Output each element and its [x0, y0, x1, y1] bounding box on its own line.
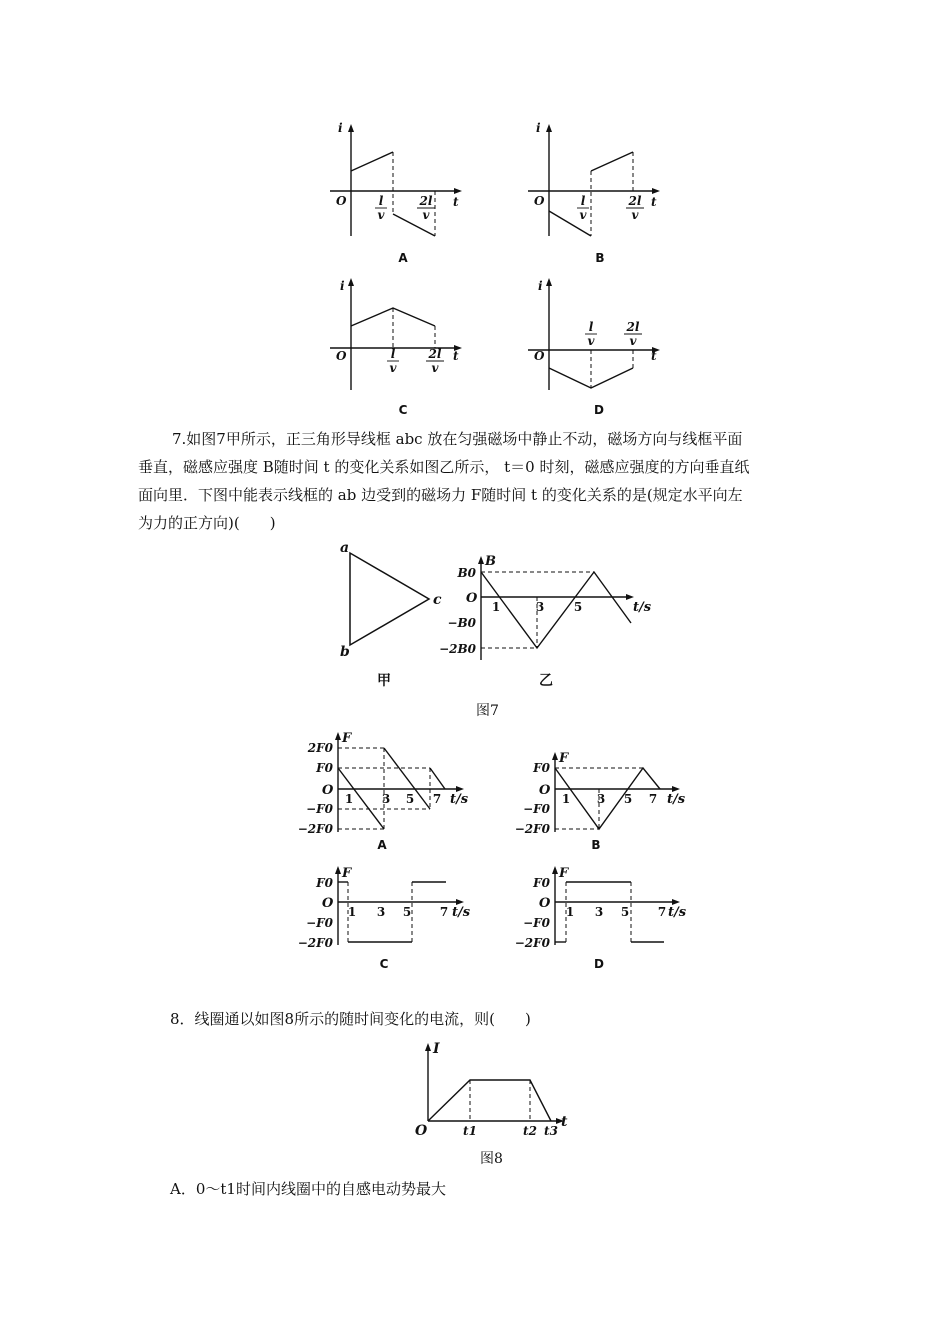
figure-8-caption: 图8: [480, 1151, 503, 1167]
x-tick-3: 3: [596, 792, 606, 806]
vertex-a-label: a: [340, 540, 350, 556]
tick2-num: 2l: [419, 194, 433, 208]
y-axis-label: I: [433, 1041, 440, 1057]
tick2-num: 2l: [628, 194, 642, 208]
x-tick-1: 1: [491, 600, 501, 614]
x-tick-5: 5: [402, 905, 412, 919]
vertex-c-label: c: [433, 592, 442, 608]
x-tick-3: 3: [381, 792, 391, 806]
q7-line-4: 为力的正方向)( ): [138, 514, 276, 532]
origin-label: O: [466, 591, 478, 606]
caption-jia: 甲: [377, 673, 391, 689]
tick1-den: v: [389, 361, 397, 375]
q7-line-1: 7.如图7甲所示，正三角形导线框 abc 放在匀强磁场中静止不动，磁场方向与线框平面: [172, 430, 743, 448]
y-tick-f0: F0: [533, 876, 550, 890]
tick1-num: l: [390, 347, 396, 361]
q8-option-a: A．0～t1时间内线圈中的自感电动势最大: [170, 1180, 446, 1198]
x-tick-7: 7: [432, 792, 442, 806]
y-axis-label: i: [538, 279, 543, 293]
vertex-b-label: b: [340, 644, 350, 660]
y-tick-neg-2f0: −2F0: [514, 936, 550, 950]
origin-label: O: [534, 349, 545, 363]
q7-option-graphs: [0, 725, 950, 980]
y-tick-b0: B0: [457, 566, 476, 580]
tick2-den: v: [631, 208, 639, 222]
tick1-num: l: [588, 320, 594, 334]
x-tick-3: 3: [594, 905, 604, 919]
q6-graph-a: [0, 0, 950, 420]
x-axis-label: t: [561, 1114, 568, 1130]
y-axis-label: F: [342, 866, 352, 881]
figure-7: [0, 530, 950, 730]
option-label: C: [398, 403, 408, 417]
y-tick-neg-f0: −F0: [306, 916, 333, 930]
tick2-den: v: [431, 361, 439, 375]
option-label: B: [591, 838, 601, 852]
q7-text: [138, 425, 818, 537]
y-axis-label: F: [342, 731, 352, 746]
x-tick-1: 1: [344, 792, 354, 806]
x-tick-3: 3: [376, 905, 386, 919]
y-tick-neg-2f0: −2F0: [297, 936, 333, 950]
tick1-num: l: [580, 194, 586, 208]
figure-7-caption: 图7: [476, 703, 499, 719]
x-axis-label: t/s: [668, 905, 687, 920]
tick1-den: v: [587, 334, 595, 348]
f-graph-c: [298, 866, 471, 971]
origin-label: O: [534, 194, 545, 208]
y-axis-label: F: [559, 751, 569, 766]
y-tick-neg-f0: −F0: [523, 802, 550, 816]
origin-label: O: [322, 783, 334, 798]
x-tick-7: 7: [439, 905, 449, 919]
x-axis-label: t: [453, 349, 459, 363]
option-label: C: [379, 957, 389, 971]
q7-line-2: 垂直，磁感应强度 B随时间 t 的变化关系如图乙所示， t＝0 时刻，磁感应强度的方向垂直纸: [138, 458, 750, 476]
y-tick-neg-f0: −F0: [523, 916, 550, 930]
y-tick-neg-2b0: −2B0: [439, 642, 476, 656]
origin-label: O: [322, 896, 334, 911]
origin-label: O: [539, 896, 551, 911]
x-axis-label: t: [453, 195, 459, 209]
tick1-den: v: [579, 208, 587, 222]
option-label: B: [595, 251, 605, 265]
tick2-den: v: [422, 208, 430, 222]
x-tick-7: 7: [657, 905, 667, 919]
figure-8-graph: [0, 1035, 950, 1145]
option-label: A: [377, 838, 387, 852]
x-tick-t3: t3: [544, 1124, 558, 1138]
f-graph-a: [298, 731, 469, 852]
graph-a: [330, 121, 462, 265]
x-axis-label: t/s: [667, 792, 686, 807]
x-tick-7: 7: [648, 792, 658, 806]
y-tick-neg-b0: −B0: [447, 616, 476, 630]
origin-label: O: [336, 194, 347, 208]
y-axis-label: i: [340, 279, 345, 293]
tick1-den: v: [377, 208, 385, 222]
y-axis-label: F: [559, 866, 569, 881]
option-label: A: [398, 251, 408, 265]
f-graph-d: [515, 866, 687, 971]
x-tick-5: 5: [573, 600, 583, 614]
q7-line-3: 面向里．下图中能表示线框的 ab 边受到的磁场力 F随时间 t 的变化关系的是(规定水平向左: [138, 486, 743, 504]
origin-label: O: [336, 349, 347, 363]
x-tick-3: 3: [535, 600, 545, 614]
x-tick-1: 1: [561, 792, 571, 806]
x-axis-label: t: [651, 195, 657, 209]
x-tick-5: 5: [623, 792, 633, 806]
y-tick-f0: F0: [533, 761, 550, 775]
y-tick-f0: F0: [316, 761, 333, 775]
y-tick-f0: F0: [316, 876, 333, 890]
f-graph-b: [515, 751, 686, 852]
x-axis-label: t: [651, 349, 657, 363]
y-axis-label: i: [338, 121, 343, 135]
graph-b: [528, 121, 660, 265]
y-axis-label: i: [536, 121, 541, 135]
tick2-num: 2l: [626, 320, 640, 334]
y-tick-2f0: 2F0: [307, 741, 333, 755]
origin-label: O: [415, 1123, 428, 1139]
option-label: D: [594, 957, 604, 971]
b-t-graph: [439, 554, 652, 689]
x-axis-label: t/s: [452, 905, 471, 920]
tick2-num: 2l: [428, 347, 442, 361]
triangle-frame-diagram: [340, 540, 442, 689]
x-tick-1: 1: [347, 905, 357, 919]
x-axis-label: t/s: [450, 792, 469, 807]
graph-d: [528, 278, 660, 417]
y-tick-neg-2f0: −2F0: [297, 822, 333, 836]
x-tick-5: 5: [405, 792, 415, 806]
tick1-num: l: [378, 194, 384, 208]
x-tick-t1: t1: [463, 1124, 477, 1138]
tick2-den: v: [629, 334, 637, 348]
option-label: D: [594, 403, 604, 417]
x-axis-label: t/s: [633, 600, 652, 615]
x-tick-t2: t2: [523, 1124, 537, 1138]
y-axis-label: B: [485, 554, 496, 569]
graph-c: [330, 278, 462, 417]
caption-yi: 乙: [539, 673, 553, 689]
q8-text: 8．线圈通以如图8所示的随时间变化的电流，则( ): [170, 1010, 531, 1028]
origin-label: O: [539, 783, 551, 798]
y-tick-neg-f0: −F0: [306, 802, 333, 816]
y-tick-neg-2f0: −2F0: [514, 822, 550, 836]
x-tick-1: 1: [565, 905, 575, 919]
x-tick-5: 5: [620, 905, 630, 919]
